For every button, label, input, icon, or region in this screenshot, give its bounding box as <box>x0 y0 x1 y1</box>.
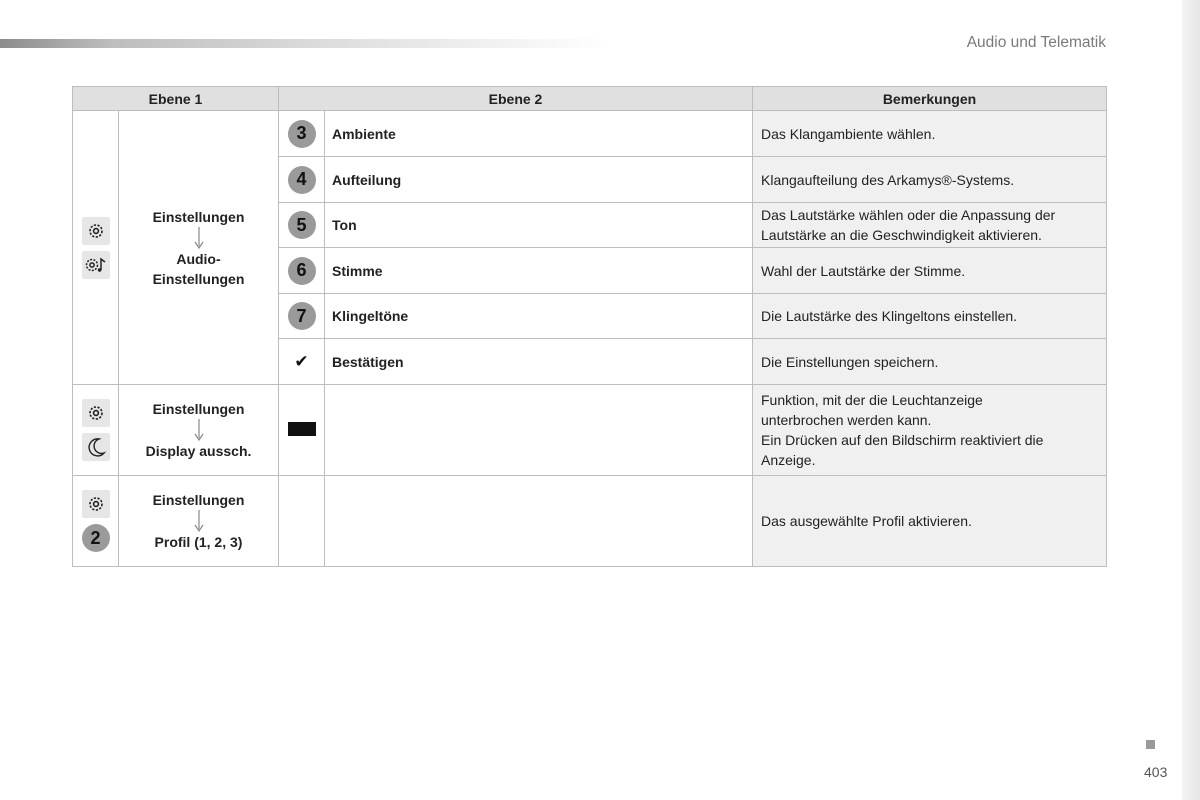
number-badge-6: 6 <box>288 257 316 285</box>
remark-bestaetigen: Die Einstellungen speichern. <box>753 339 1107 385</box>
page-edge-strip <box>1182 0 1200 800</box>
level1-label-einstellungen: Einstellungen <box>152 401 245 417</box>
page-header-title: Audio und Telematik <box>966 34 1106 51</box>
table-header-row <box>73 87 1107 111</box>
level1-icons-cell <box>73 111 119 385</box>
level1-label-cell <box>119 111 279 385</box>
settings-table <box>72 86 1107 567</box>
remark-line: Anzeige. <box>761 452 816 468</box>
remark-display-aussch <box>753 385 1107 476</box>
remark-profil: Das ausgewählte Profil aktivieren. <box>753 476 1107 567</box>
arrow-down-icon <box>192 419 206 441</box>
remark-stimme: Wahl der Lautstärke der Stimme. <box>753 248 1107 294</box>
moon-icon <box>82 433 110 461</box>
table-row <box>73 476 1107 567</box>
option-name-empty <box>325 476 753 567</box>
checkmark-icon: ✔ <box>294 351 309 371</box>
number-badge-5: 5 <box>288 211 316 239</box>
option-name-bestaetigen: Bestätigen <box>325 339 753 385</box>
level1-label-profil: Profil (1, 2, 3) <box>154 534 243 550</box>
level1-label-cell <box>119 385 279 476</box>
option-name-ambiente: Ambiente <box>325 111 753 157</box>
option-name-stimme: Stimme <box>325 248 753 294</box>
remark-ton <box>753 203 1107 248</box>
remark-line: Funktion, mit der die Leuchtanzeige <box>761 392 983 408</box>
black-screen-icon <box>288 422 316 436</box>
number-badge-2: 2 <box>82 524 110 552</box>
column-header-ebene-1: Ebene 1 <box>73 87 279 111</box>
option-name-aufteilung: Aufteilung <box>325 157 753 203</box>
number-badge-4: 4 <box>288 166 316 194</box>
number-badge-7: 7 <box>288 302 316 330</box>
remark-ambiente: Das Klangambiente wählen. <box>753 111 1107 157</box>
gear-icon <box>82 399 110 427</box>
level1-icons-cell <box>73 476 119 567</box>
level1-label-cell <box>119 476 279 567</box>
option-name-ton: Ton <box>325 203 753 248</box>
remark-line: unterbrochen werden kann. <box>761 412 932 428</box>
level1-icons-cell <box>73 385 119 476</box>
number-cell <box>279 339 325 385</box>
arrow-down-icon <box>192 510 206 532</box>
gear-icon <box>82 217 110 245</box>
number-badge-3: 3 <box>288 120 316 148</box>
number-cell <box>279 385 325 476</box>
level1-label-audio-einstellungen: Einstellungen <box>152 270 245 287</box>
page-marker <box>1146 740 1155 749</box>
number-2-icon <box>73 524 118 552</box>
level1-label-display-aussch: Display aussch. <box>145 443 252 459</box>
gear-icon <box>82 490 110 518</box>
table-row <box>73 111 1107 157</box>
column-header-bemerkungen: Bemerkungen <box>753 87 1107 111</box>
number-cell <box>279 476 325 567</box>
header-decoration-bar <box>0 39 610 48</box>
number-cell <box>279 111 325 157</box>
gear-music-icon <box>82 251 110 279</box>
level1-label-audio: Audio- <box>176 250 221 267</box>
remark-aufteilung: Klangaufteilung des Arkamys®-Systems. <box>753 157 1107 203</box>
number-cell <box>279 248 325 294</box>
remark-ton-line-2: Lautstärke an die Geschwindigkeit aktivieren. <box>761 227 1042 243</box>
column-header-ebene-2: Ebene 2 <box>279 87 753 111</box>
remark-line: Ein Drücken auf den Bildschirm reaktiviert die <box>761 432 1044 448</box>
level1-label-einstellungen: Einstellungen <box>152 208 245 225</box>
number-cell <box>279 157 325 203</box>
level1-label-einstellungen: Einstellungen <box>152 492 245 508</box>
arrow-down-icon <box>192 227 206 249</box>
option-name-klingeltoene: Klingeltöne <box>325 294 753 339</box>
number-cell <box>279 203 325 248</box>
page-number: 403 <box>1144 764 1168 780</box>
number-cell <box>279 294 325 339</box>
remark-klingeltoene: Die Lautstärke des Klingeltons einstellen. <box>753 294 1107 339</box>
option-name-empty <box>325 385 753 476</box>
remark-ton-line-1: Das Lautstärke wählen oder die Anpassung der <box>761 207 1056 223</box>
table-row <box>73 385 1107 476</box>
